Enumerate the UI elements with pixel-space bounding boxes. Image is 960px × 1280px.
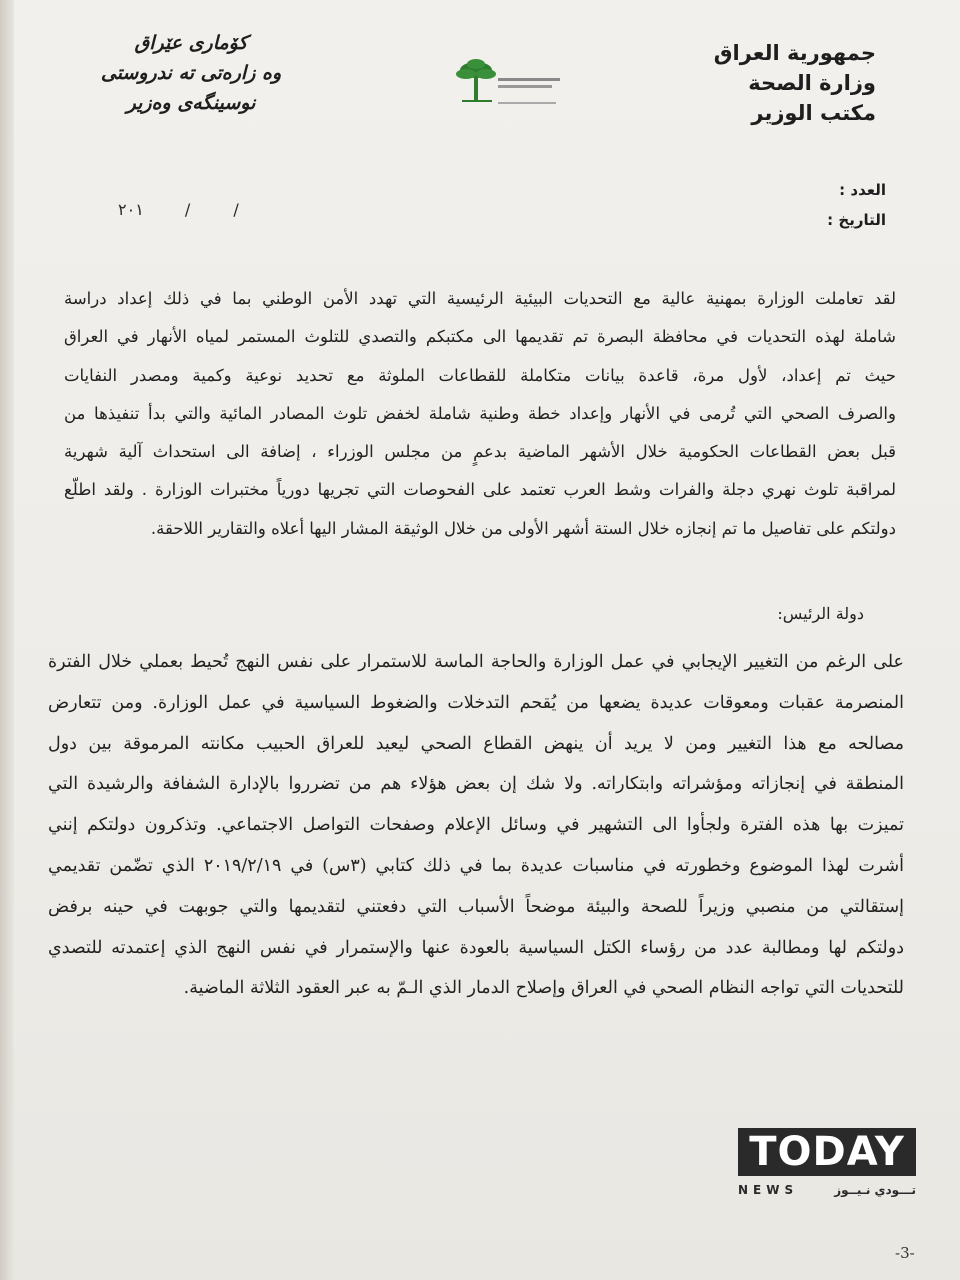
today-news-watermark xyxy=(738,1128,916,1202)
today-brand: TODAY xyxy=(738,1128,916,1176)
page-fold-shadow xyxy=(0,0,14,1280)
text-line: إستقالتي من منصبي وزيراً للصحة والبيئة موضحاً الأسباب التي دفعتني لتقديمها والتي جوبهت في حينه برفض xyxy=(48,896,904,917)
text-line: والصرف الصحي التي تُرمى في الأنهار وإعداد خطة وطنية شاملة لخفض تلوث المصادر المائية والتي بدأ تنفيذها من xyxy=(64,403,896,423)
text-line: المنطقة في إنجازاته ومؤشراته وابتكاراته. ولا شك إن بعض هؤلاء هم من تضرروا بالإدارة الشفافة والرشيدة التي xyxy=(48,774,904,795)
date-sep: / xyxy=(233,200,241,219)
ministry-logo-icon xyxy=(418,38,568,118)
date-label: التاريخ : xyxy=(827,211,886,229)
page-number: -3- xyxy=(895,1244,915,1262)
text-line: قبل بعض القطاعات الحكومية خلال الأشهر الماضية بدعمٍ من مجلس الوزراء ، إضافة الى استحداث آلية شهرية xyxy=(64,442,896,462)
text-line: للتحديات التي تواجه النظام الصحي في العراق وإصلاح الدمار الذي الـمّ به عبر العقود الثلاثة الماضية. xyxy=(183,978,904,999)
letterhead-line: وه زارەتی تە ندروستی xyxy=(100,62,282,84)
letterhead-line: وزارة الصحة xyxy=(748,71,876,95)
reference-block xyxy=(827,175,886,235)
news-label-arabic: تـــودي نـيــوز xyxy=(834,1183,916,1197)
letterhead-line: جمهورية العراق xyxy=(713,41,876,65)
date-year: ٢٠١ xyxy=(118,200,144,219)
text-line: على الرغم من التغيير الإيجابي في عمل الوزارة والحاجة الماسة للاستمرار على نفس النهج تُحيط بعملي خلال الفترة xyxy=(48,652,904,672)
text-line: مصالحه مع هذا التغيير ومن لا يريد أن ينهض القطاع الصحي ليعيد للعراق الحبيب مكانته المرموقة بين دول xyxy=(48,733,904,754)
text-line: لقد تعاملت الوزارة بمهنية عالية مع التحديات البيئية الرئيسية التي تهدد الأمن الوطني بما في ذلك إعداد دراسة xyxy=(64,289,896,308)
text-line: لمراقبة تلوث نهري دجلة والفرات وشط العرب تعتمد على الفحوصات التي تجريها دورياً مختبرات الوزارة . ولقد اطلّع xyxy=(64,480,896,500)
news-label: NEWS xyxy=(738,1183,799,1197)
letterhead-arabic xyxy=(714,38,876,128)
text-line: حيث تم إعداد، لأول مرة، قاعدة بيانات متكاملة للقطاعات الملوثة مع تحديد نوعية وكمية ومصدر النفايات xyxy=(64,365,896,385)
text-line: دولتكم لها ومطالبة عدد من رؤساء الكتل السياسية بالعودة عنها والإستمرار في نفس النهج الذي إعتمدته للتصدي xyxy=(48,937,904,958)
today-subtitle xyxy=(738,1180,916,1200)
date-value xyxy=(118,200,275,219)
letterhead-line: نوسینگەی وەزیر xyxy=(126,92,256,114)
letterhead-line: كۆماری عێراق xyxy=(134,32,248,54)
letterhead-kurdish xyxy=(76,28,306,118)
letterhead-line: مكتب الوزير xyxy=(751,101,876,125)
text-line: شاملة لهذه التحديات في محافظة البصرة تم تقديمها الى مكتبكم والتصدي للتلوث المستمر لمياه الأنهار في العراق xyxy=(64,327,896,347)
text-line: دولتكم على تفاصيل ما تم إنجازه خلال الستة أشهر الأولى من خلال الوثيقة المشار اليها أعلاه والتقارير اللاحقة. xyxy=(150,518,896,538)
number-label: العدد : xyxy=(839,181,886,199)
paragraph-1 xyxy=(64,280,896,548)
salutation: دولة الرئيس: xyxy=(777,604,864,623)
date-sep: / xyxy=(184,200,193,219)
text-line: المنصرمة عقبات ومعوقات عديدة يضعها من يُقحم التدخلات والضغوط السياسية في عمل الوزارة. ومن تتعارض xyxy=(48,692,904,713)
paragraph-2 xyxy=(48,642,904,1009)
text-line: تميزت بها هذه الفترة ولجأوا الى التشهير في وسائل الإعلام وصفحات التواصل الاجتماعي. وتذكرون دولتكم إنني xyxy=(48,815,904,836)
text-line: أشرت لهذا الموضوع وخطورته في مناسبات عديدة بما في ذلك كتابي (٣س) في ٢٠١٩/٢/١٩ الذي تضّمن تقديمي xyxy=(48,855,904,876)
